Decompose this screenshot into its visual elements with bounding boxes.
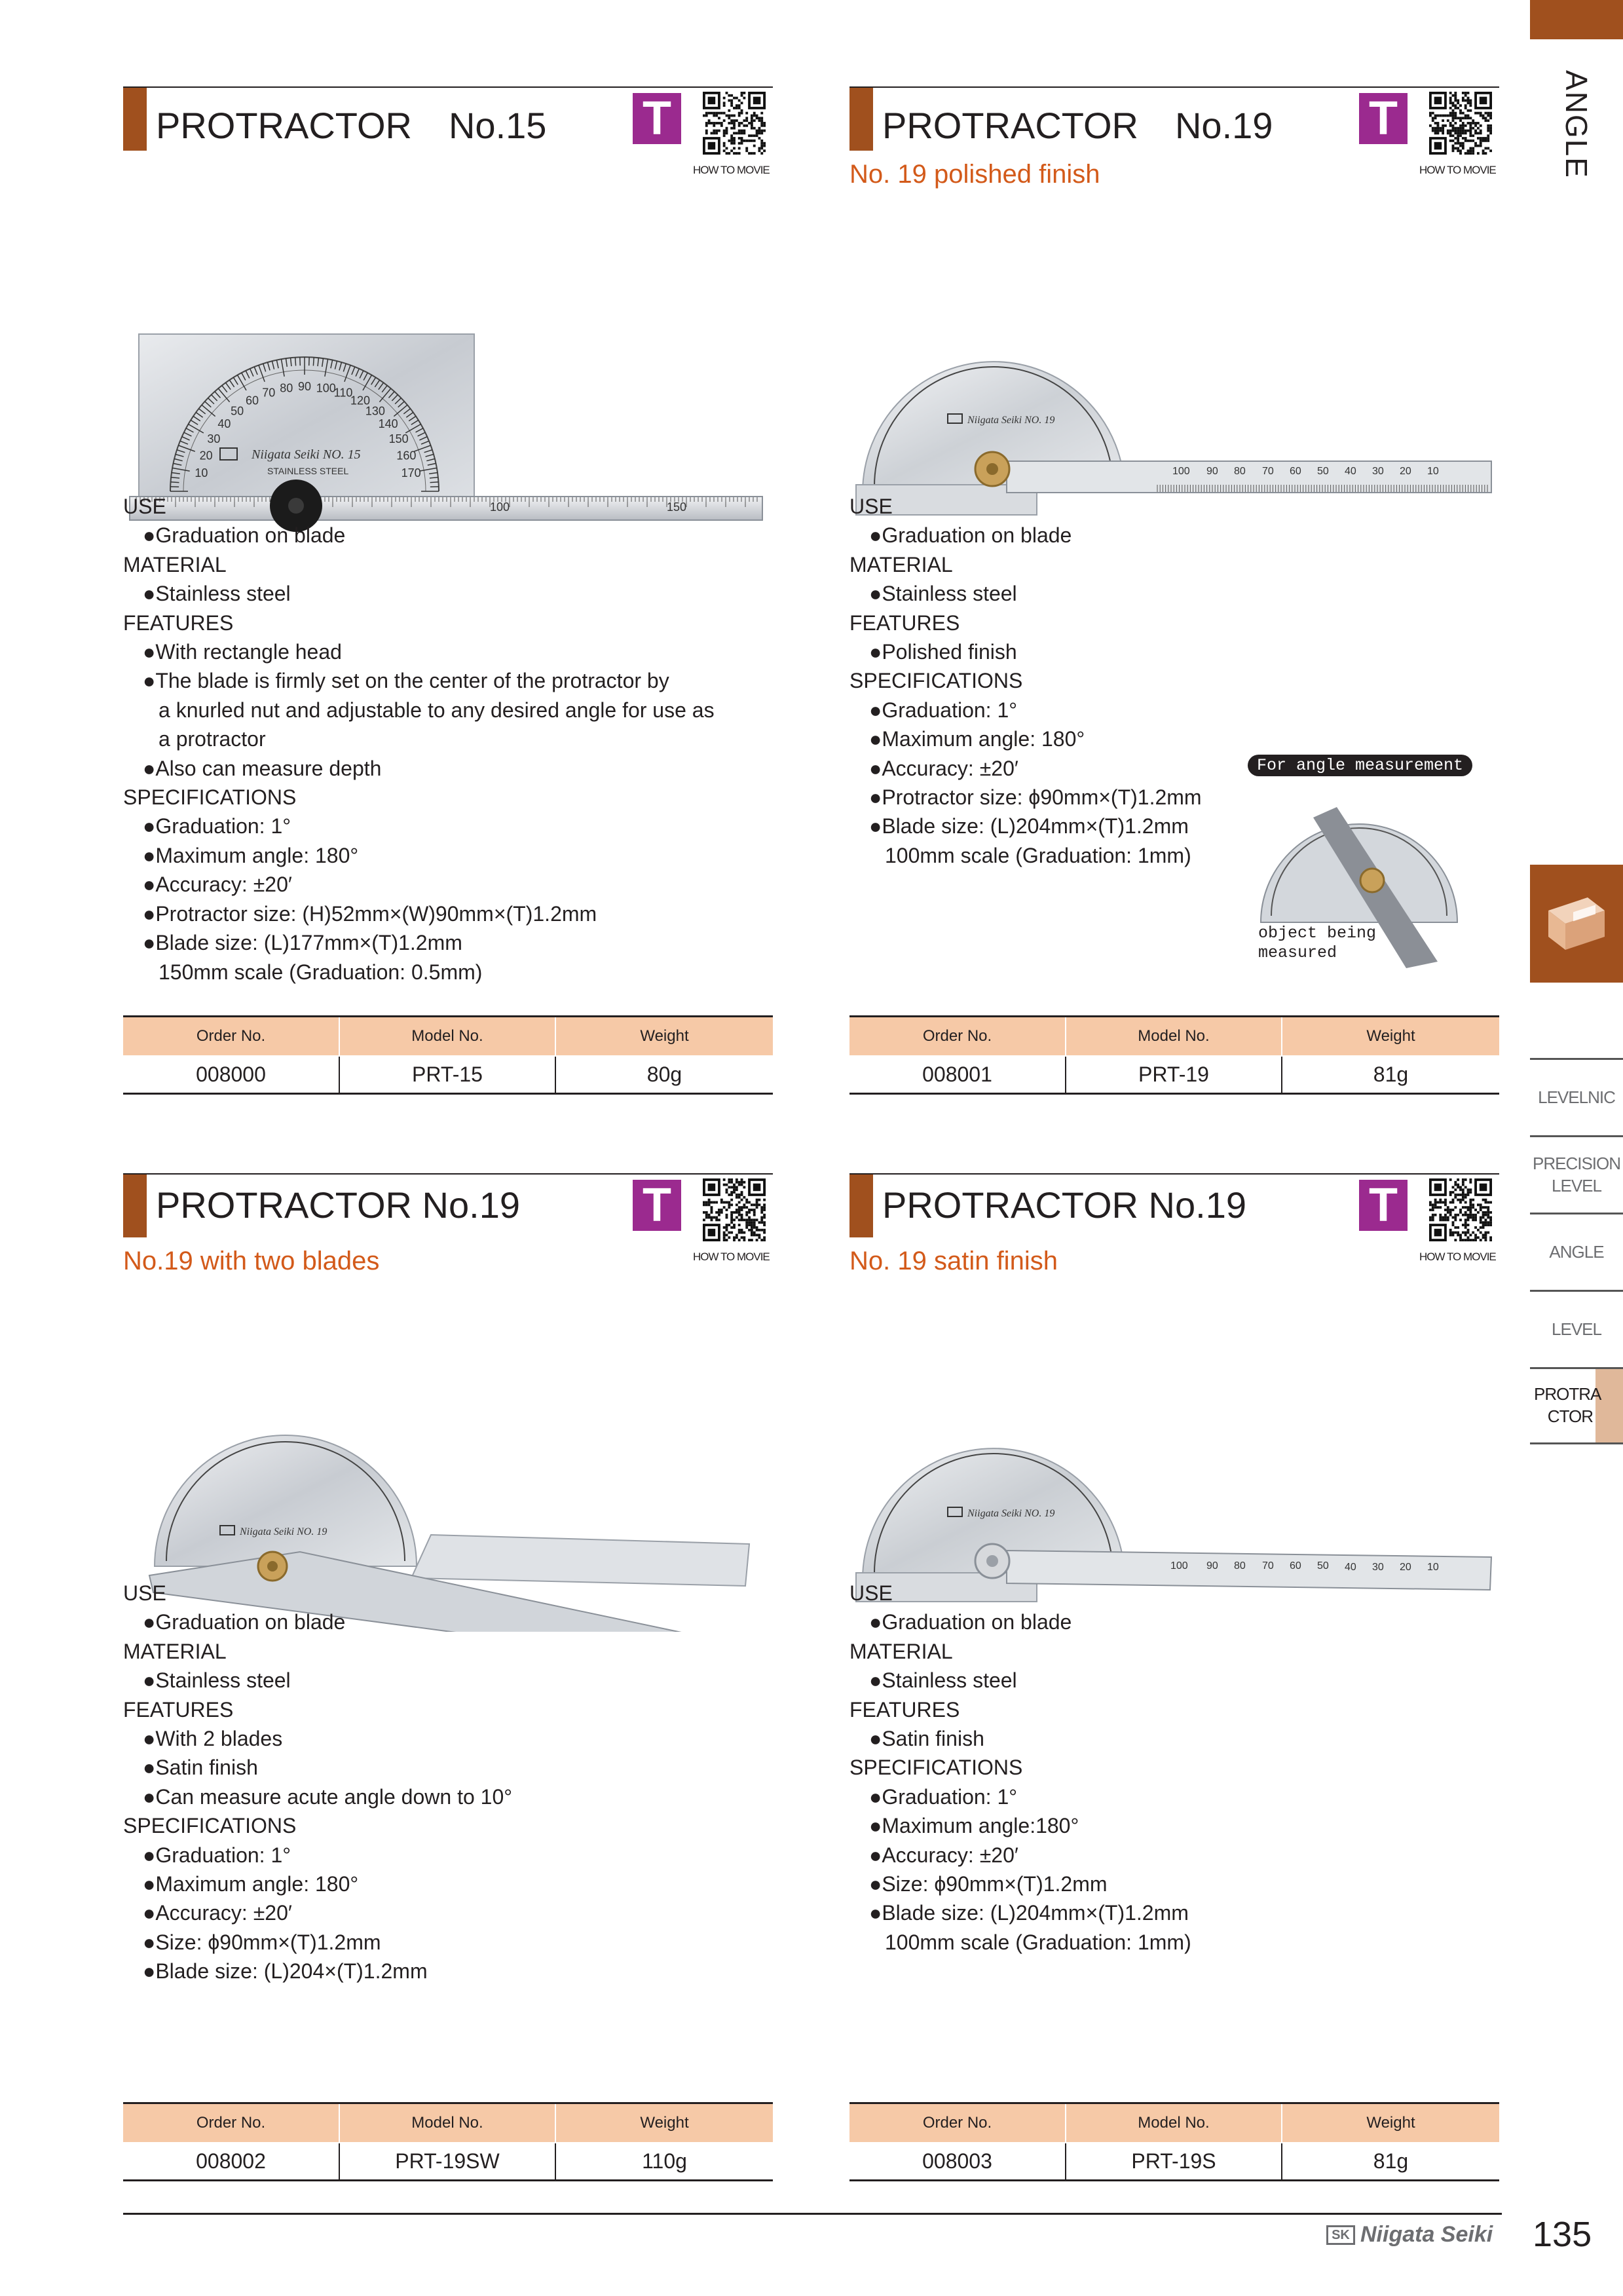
svg-text:80: 80 [1234,1560,1246,1571]
side-nav-item[interactable] [1530,1213,1623,1290]
spec-section-heading: USE [123,1581,166,1605]
header-accent-bar [849,88,873,151]
product-title: PROTRACTOR No.15 [156,105,547,146]
product-header [123,86,773,176]
side-nav-label: LEVELNIC [1538,1087,1615,1107]
side-nav-label: PRECISION LEVEL [1532,1153,1621,1195]
spec-section-heading: SPECIFICATIONS [849,669,1023,693]
spec-line: ●Satin finish [143,1756,258,1780]
table-row [123,1056,773,1094]
svg-text:120: 120 [350,394,371,407]
svg-text:50: 50 [231,404,244,418]
model-no-header: Model No. [339,1017,555,1056]
svg-text:90: 90 [1206,1560,1218,1571]
svg-text:70: 70 [1262,466,1274,477]
svg-text:50: 50 [1317,1560,1329,1571]
svg-text:10: 10 [195,466,208,480]
svg-text:Niigata Seiki NO. 19: Niigata Seiki NO. 19 [967,1508,1055,1519]
svg-text:Niigata Seiki NO. 15: Niigata Seiki NO. 15 [252,447,361,462]
spec-line: ●Blade size: (L)204mm×(T)1.2mm [869,1901,1189,1925]
spec-section-heading: FEATURES [123,1697,234,1722]
spec-line: ●Size: ϕ90mm×(T)1.2mm [143,1930,381,1954]
spec-section-heading: FEATURES [849,1697,960,1722]
svg-text:80: 80 [280,381,293,395]
spec-section-heading: FEATURES [849,611,960,635]
header-accent-bar [123,1175,147,1237]
product-title: PROTRACTOR No.19 [156,1184,520,1226]
order-table [123,2102,773,2181]
side-nav-label: LEVEL [1552,1319,1601,1339]
table-row [123,2143,773,2181]
qr-code-icon[interactable] [1429,1178,1492,1241]
order-table [123,1015,773,1095]
svg-text:60: 60 [246,394,259,407]
how-to-movie-caption: HOW TO MOVIE [693,164,770,176]
svg-text:STAINLESS STEEL: STAINLESS STEEL [267,466,349,476]
order-no-header: Order No. [849,1017,1066,1056]
side-nav-item[interactable] [1530,1367,1623,1444]
brand-logo [1326,2222,1493,2248]
spec-line: ●Accuracy: ±20′ [143,1901,292,1925]
svg-text:70: 70 [1262,1560,1274,1571]
svg-text:150: 150 [667,500,687,514]
spec-line: ●Protractor size: (H)52mm×(W)90mm×(T)1.2mm [143,901,597,926]
weight-header: Weight [1282,1017,1499,1056]
product-specs [849,1579,1499,1957]
weight-cell: 80g [555,1056,773,1094]
order-no-header: Order No. [849,2103,1066,2143]
tool-badge[interactable]: T [633,1180,681,1231]
weight-cell: 110g [555,2143,773,2181]
spec-line: ●Stainless steel [869,582,1017,606]
svg-text:40: 40 [1345,466,1356,477]
product-title: PROTRACTOR No.19 [882,105,1273,146]
svg-text:170: 170 [401,466,421,480]
svg-text:100: 100 [490,500,510,514]
svg-text:90: 90 [1206,466,1218,477]
model-no-cell: PRT-19 [1066,1056,1282,1094]
spec-line: a knurled nut and adjustable to any desired angle for use as [159,698,715,722]
how-to-movie-caption: HOW TO MOVIE [1419,1251,1496,1263]
svg-text:100: 100 [1170,1560,1188,1571]
spec-line: 150mm scale (Graduation: 0.5mm) [159,960,483,984]
svg-text:20: 20 [1400,1562,1411,1573]
side-tab-accent [1530,0,1623,39]
spec-line: ●Blade size: (L)177mm×(T)1.2mm [143,931,462,955]
tool-badge[interactable]: T [1359,93,1408,144]
svg-text:90: 90 [298,380,312,393]
spec-line: ●Graduation: 1° [143,1843,291,1867]
spec-line: 100mm scale (Graduation: 1mm) [885,843,1191,867]
svg-text:60: 60 [1290,1560,1301,1571]
qr-code-icon[interactable] [1429,92,1492,155]
category-icon-tile [1530,865,1623,983]
spec-section-heading: USE [123,495,166,518]
weight-header: Weight [555,1017,773,1056]
spec-line: ●Graduation on blade [869,523,1072,548]
table-row [849,2143,1499,2181]
spec-section-heading: SPECIFICATIONS [123,1814,297,1838]
inset-tag: For angle measurement [1248,755,1472,776]
angle-measurement-inset [1248,752,1470,975]
svg-text:20: 20 [199,449,213,462]
side-nav-item[interactable] [1530,1135,1623,1213]
product-subtitle: No. 19 polished finish [849,160,1100,189]
svg-text:30: 30 [1372,466,1384,477]
spec-section-heading: MATERIAL [123,552,227,576]
spec-section-heading: MATERIAL [849,552,953,576]
svg-text:10: 10 [1427,466,1439,477]
svg-text:20: 20 [1400,466,1411,477]
model-no-header: Model No. [339,2103,555,2143]
svg-text:100: 100 [1172,466,1190,477]
product-specs [123,1579,773,1986]
svg-text:30: 30 [1372,1562,1384,1573]
qr-code-icon[interactable] [703,92,766,155]
spec-line: ●Graduation on blade [143,1610,346,1634]
svg-text:100: 100 [316,381,336,395]
spec-line: ●With 2 blades [143,1727,283,1751]
section-title: ANGLE [1559,70,1594,179]
model-no-cell: PRT-19S [1066,2143,1282,2181]
spec-line: ●Maximum angle: 180° [143,843,359,867]
spec-line: ●The blade is firmly set on the center of the protractor by [143,669,669,693]
spec-line: ●Maximum angle: 180° [869,727,1085,751]
brand-mark-icon: SK [1326,2225,1355,2245]
spec-line: ●Graduation: 1° [869,698,1018,722]
spec-line: ●Also can measure depth [143,756,382,780]
spec-section-heading: MATERIAL [849,1639,953,1663]
model-no-header: Model No. [1066,1017,1282,1056]
order-table [849,1015,1499,1095]
order-no-header: Order No. [123,2103,339,2143]
weight-cell: 81g [1282,2143,1499,2181]
tool-badge[interactable]: T [1359,1180,1408,1231]
spec-section-heading: MATERIAL [123,1639,227,1663]
svg-text:70: 70 [262,386,276,400]
model-no-header: Model No. [1066,2103,1282,2143]
spec-line: ●Stainless steel [143,582,291,606]
level-tool-icon [1542,884,1611,963]
weight-cell: 81g [1282,1056,1499,1094]
brand-name: Niigata Seiki [1360,2222,1493,2247]
product-subtitle: No. 19 satin finish [849,1247,1058,1275]
product-specs [123,492,773,987]
model-no-cell: PRT-15 [339,1056,555,1094]
spec-line: ●Size: ϕ90mm×(T)1.2mm [869,1872,1108,1896]
spec-line: ●Maximum angle: 180° [143,1872,359,1896]
inset-caption: object being measured [1256,924,1379,963]
svg-text:50: 50 [1317,466,1329,477]
spec-line: 100mm scale (Graduation: 1mm) [885,1930,1191,1954]
spec-section-heading: USE [849,495,893,518]
spec-line: a protractor [159,727,266,751]
side-nav-label: PROTRA CTOR [1534,1384,1601,1426]
spec-line: ●Graduation on blade [143,523,346,548]
svg-text:Niigata Seiki NO. 19: Niigata Seiki NO. 19 [240,1526,327,1537]
model-no-cell: PRT-19SW [339,2143,555,2181]
order-no-header: Order No. [123,1017,339,1056]
spec-line: ●Stainless steel [143,1668,291,1693]
qr-code-icon[interactable] [703,1178,766,1241]
how-to-movie-caption: HOW TO MOVIE [693,1251,770,1263]
svg-text:30: 30 [207,432,221,445]
how-to-movie-caption: HOW TO MOVIE [1419,164,1496,176]
svg-text:40: 40 [1345,1562,1356,1573]
table-row [849,1056,1499,1094]
side-nav-item[interactable] [1530,1290,1623,1367]
product-subtitle: No.19 with two blades [123,1247,380,1275]
spec-line: ●Blade size: (L)204mm×(T)1.2mm [869,814,1189,838]
spec-line: ●Polished finish [869,640,1017,664]
header-accent-bar [849,1175,873,1237]
weight-header: Weight [555,2103,773,2143]
spec-line: ●Graduation on blade [869,1610,1072,1634]
order-no-cell: 008002 [123,2143,339,2181]
spec-line: ●With rectangle head [143,640,342,664]
order-no-cell: 008001 [849,1056,1066,1094]
spec-line: ●Stainless steel [869,1668,1017,1693]
spec-section-heading: SPECIFICATIONS [123,785,297,810]
spec-section-heading: FEATURES [123,611,234,635]
svg-text:110: 110 [333,386,353,400]
spec-section-heading: USE [849,1581,893,1605]
spec-line: ●Accuracy: ±20′ [869,1843,1018,1867]
spec-line: ●Accuracy: ±20′ [869,756,1018,780]
svg-text:40: 40 [217,417,231,431]
svg-text:80: 80 [1234,466,1246,477]
order-table [849,2102,1499,2181]
spec-line: ●Graduation: 1° [869,1784,1018,1809]
spec-line: ●Protractor size: ϕ90mm×(T)1.2mm [869,785,1202,810]
svg-text:Niigata Seiki NO. 19: Niigata Seiki NO. 19 [967,415,1055,426]
side-nav-item[interactable] [1530,1058,1623,1135]
weight-header: Weight [1282,2103,1499,2143]
svg-text:10: 10 [1427,1562,1439,1573]
order-no-cell: 008003 [849,2143,1066,2181]
spec-section-heading: SPECIFICATIONS [849,1756,1023,1780]
spec-line: ●Accuracy: ±20′ [143,873,292,897]
product-title: PROTRACTOR No.19 [882,1184,1246,1226]
spec-line: ●Maximum angle:180° [869,1814,1079,1838]
svg-text:60: 60 [1290,466,1301,477]
order-no-cell: 008000 [123,1056,339,1094]
svg-text:130: 130 [365,404,385,418]
page-number: 135 [1533,2215,1592,2254]
spec-line: ●Can measure acute angle down to 10° [143,1784,513,1809]
side-navigation [1530,1058,1623,1444]
header-accent-bar [123,88,147,151]
footer-rule [123,2213,1502,2215]
svg-text:160: 160 [396,449,417,462]
side-nav-label: ANGLE [1549,1241,1604,1262]
spec-line: ●Blade size: (L)204×(T)1.2mm [143,1959,428,1984]
svg-text:140: 140 [378,417,398,431]
svg-text:150: 150 [388,432,409,445]
spec-line: ●Graduation: 1° [143,814,291,838]
tool-badge[interactable]: T [633,93,681,144]
spec-line: ●Satin finish [869,1727,984,1751]
